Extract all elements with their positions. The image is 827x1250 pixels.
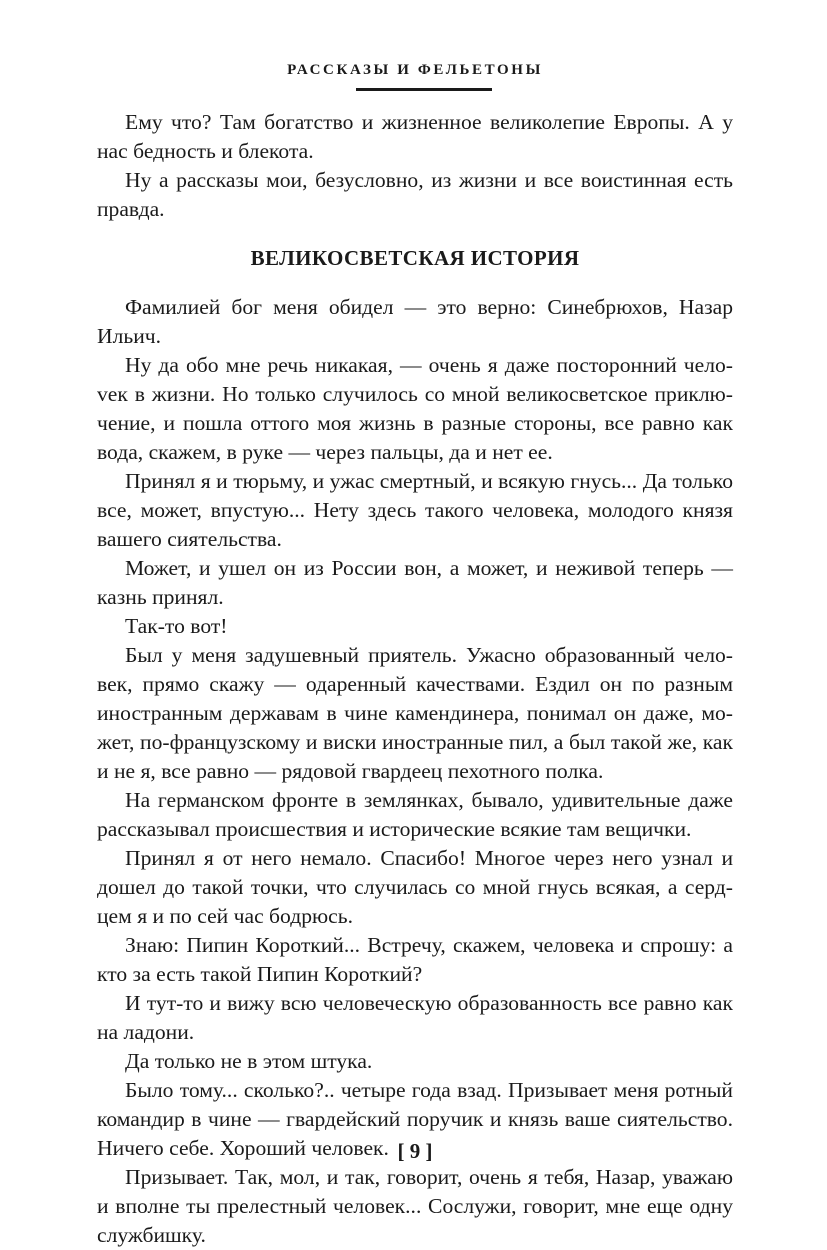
paragraph: Принял я от него немало. Спасибо! Многое через него узнал и дошел до такой точки, что случилась со мной гнусь всякая, а сердцем я и по сей час бодрюсь. <box>97 846 733 928</box>
paragraph: Ну а рассказы мои, безусловно, из жизни и все воистинная есть правда. <box>97 168 733 221</box>
paragraph: Фамилией бог меня обидел — это верно: Синебрюхов, Назар Ильич. <box>97 295 733 348</box>
section-title: ВЕЛИКОСВЕТСКАЯ ИСТОРИЯ <box>250 246 580 270</box>
paragraph: Ему что? Там богатство и жизненное великолепие Европы. А у нас бедность и блекота. <box>97 110 733 163</box>
paragraph: Ну да обо мне речь никакая, — очень я даже посторонний челоvек в жизни. Но только случилось со мной великосветское приключение, и пошла оттого моя жизнь в разные стороны, все равно как вода, скажем, в руке — через пальцы, да и нет ее. <box>97 353 733 464</box>
paragraph: Знаю: Пипин Короткий... Встречу, скажем, человека и спрошу: а кто за есть такой Пипин Короткий? <box>97 933 733 986</box>
book-page <box>97 0 733 1247</box>
paragraph: Призывает. Так, мол, и так, говорит, очень я тебя, Назар, уважаю и вполне ты прелестный человек... Сослужи, говорит, мне еще одну службишку. <box>97 1165 733 1247</box>
paragraph: Был у меня задушевный приятель. Ужасно образованный человек, прямо скажу — одаренный качествами. Ездил он по разным иностранным державам в чине камендинера, понимал он даже, может, по-французскому и виски иностранные пил, а был такой же, как и не я, все равно — рядовой гвардеец пехотного полка. <box>97 643 733 783</box>
head-rule <box>356 88 492 91</box>
paragraph: Было тому... сколько?.. четыре года взад. Призывает меня ротный командир в чине — гвардейский поручик и князь ваше сиятельство. Ничего себе. Хороший человек. <box>97 1078 733 1160</box>
paragraph: Так-то вот! <box>125 614 228 638</box>
paragraph: И тут-то и вижу всю человеческую образованность все равно как на ладони. <box>97 991 733 1044</box>
running-head: РАССКАЗЫ И ФЕЛЬЕТОНЫ <box>287 62 543 78</box>
text-block <box>97 108 733 1250</box>
paragraph: На германском фронте в землянках, бывало, удивительные даже рассказывал происшествия и исторические всякие там вещички. <box>97 788 733 841</box>
paragraph: Может, и ушел он из России вон, а может, и неживой теперь — казнь принял. <box>97 556 733 609</box>
page-number: [ 9 ] <box>397 1139 433 1163</box>
paragraph: Принял я и тюрьму, и ужас смертный, и всякую гнусь... Да только все, может, впустую... Нету здесь такого человека, молодого князя вашего сиятельства. <box>97 469 733 551</box>
paragraph: Да только не в этом штука. <box>125 1049 373 1073</box>
